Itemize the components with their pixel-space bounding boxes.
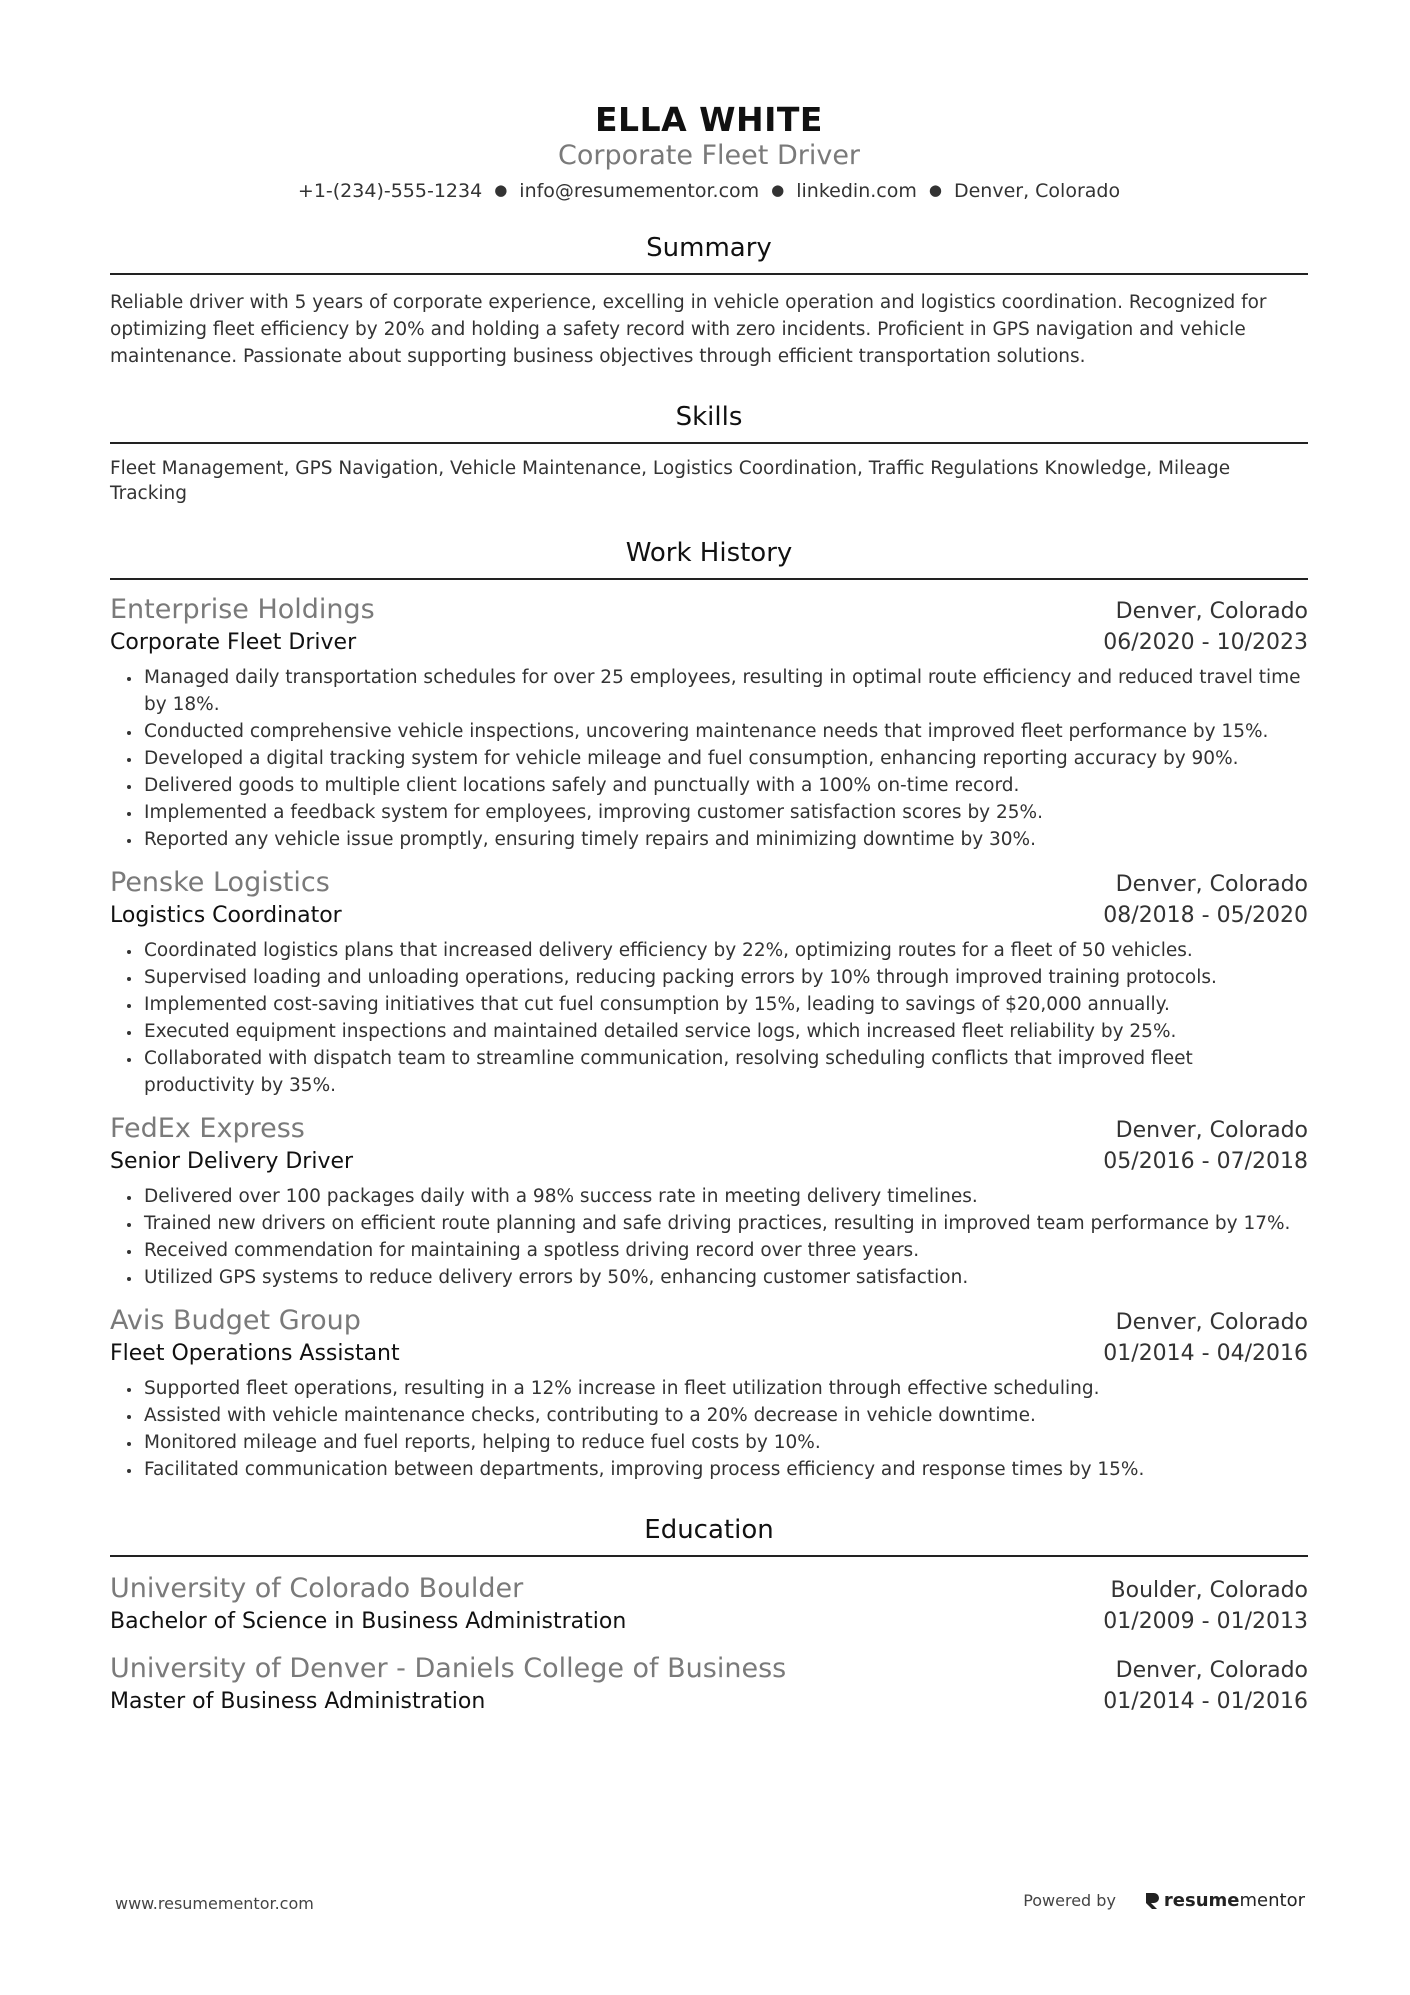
job-bullet: • Delivered over 100 packages daily with a 98% success rate in meeting delivery timelines. [142, 1183, 1308, 1210]
job-bullet: • Coordinated logistics plans that increased delivery efficiency by 22%, optimizing routes for a fleet of 50 vehicles. [142, 937, 1308, 964]
job-dates: 08/2018 - 05/2020 [1103, 903, 1308, 928]
footer-website[interactable]: www.resumementor.com [115, 1894, 314, 1913]
job-bullets [110, 1183, 1308, 1291]
job-bullet: • Received commendation for maintaining a spotless driving record over three years. [142, 1237, 1308, 1264]
job-entry [110, 592, 1308, 853]
edu-dates: 01/2014 - 01/2016 [1103, 1689, 1308, 1714]
summary-section [110, 231, 1308, 370]
job-header-row [110, 1303, 1308, 1339]
job-dates: 01/2014 - 04/2016 [1103, 1341, 1308, 1366]
job-bullet: • Facilitated communication between departments, improving process efficiency and response times by 15%. [142, 1456, 1308, 1483]
job-bullet: • Implemented a feedback system for employees, improving customer satisfaction scores by 25%. [142, 799, 1308, 826]
job-entry [110, 1303, 1308, 1483]
job-location: Denver, Colorado [1115, 599, 1308, 624]
candidate-title: Corporate Fleet Driver [557, 140, 861, 171]
edu-header-row [110, 1651, 1308, 1687]
logo-text-resume: resume [1163, 1890, 1240, 1911]
linkedin-link[interactable]: linkedin.com [796, 180, 917, 202]
candidate-location: Denver, Colorado [953, 180, 1121, 202]
candidate-name: ELLA WHITE [595, 100, 823, 139]
job-bullet: • Assisted with vehicle maintenance checks, contributing to a 20% decrease in vehicle downtime. [142, 1402, 1308, 1429]
job-bullet: • Reported any vehicle issue promptly, ensuring timely repairs and minimizing downtime by 30%. [142, 826, 1308, 853]
skills-section [110, 400, 1308, 506]
bullet-separator-icon: ● [771, 181, 785, 199]
summary-text: Reliable driver with 5 years of corporate experience, excelling in vehicle operation and logistics coordination. Recognized for optimizing fleet efficiency by 20% and holding a safety record with zero incidents. Proficient in GPS navigation and vehicle maintenance. Passionate about supporting business objectives through efficient transportation solutions. [110, 292, 1267, 367]
job-location: Denver, Colorado [1115, 1118, 1308, 1143]
job-bullet: • Executed equipment inspections and maintained detailed service logs, which increased fleet reliability by 25%. [142, 1018, 1308, 1045]
bullet-separator-icon: ● [494, 181, 508, 199]
education-entry [110, 1651, 1308, 1717]
school-name: University of Denver - Daniels College of Business [110, 1653, 787, 1684]
job-bullet: • Developed a digital tracking system for vehicle mileage and fuel consumption, enhancing reporting accuracy by 90%. [142, 745, 1308, 772]
resume-page [110, 0, 1308, 1717]
school-location: Boulder, Colorado [1110, 1578, 1308, 1603]
job-bullet: • Trained new drivers on efficient route planning and safe driving practices, resulting in improved team performance by 17%. [142, 1210, 1308, 1237]
job-role-row [110, 1147, 1308, 1177]
bullet-separator-icon: ● [928, 181, 942, 199]
section-heading: Education [110, 1513, 1308, 1557]
job-bullets [110, 664, 1308, 853]
edu-header-row [110, 1571, 1308, 1607]
edu-dates: 01/2009 - 01/2013 [1103, 1609, 1308, 1634]
job-bullet: • Supervised loading and unloading operations, reducing packing errors by 10% through improved training protocols. [142, 964, 1308, 991]
job-bullet: • Managed daily transportation schedules for over 25 employees, resulting in optimal route efficiency and reduced travel time by 18%. [142, 664, 1308, 718]
job-list [110, 592, 1308, 1483]
job-role: Senior Delivery Driver [110, 1149, 354, 1174]
job-bullets [110, 1375, 1308, 1483]
job-bullet: • Delivered goods to multiple client locations safely and punctually with a 100% on-time record. [142, 772, 1308, 799]
resume-header [110, 0, 1308, 205]
job-bullet: • Utilized GPS systems to reduce delivery errors by 50%, enhancing customer satisfaction. [142, 1264, 1308, 1291]
job-location: Denver, Colorado [1115, 872, 1308, 897]
education-list [110, 1571, 1308, 1717]
section-heading: Summary [110, 231, 1308, 275]
footer-branding [1023, 1890, 1305, 1911]
edu-degree-row [110, 1687, 1308, 1717]
contact-line [110, 176, 1308, 205]
job-dates: 06/2020 - 10/2023 [1103, 630, 1308, 655]
edu-degree-row [110, 1607, 1308, 1637]
company-name: Penske Logistics [110, 867, 330, 898]
job-entry [110, 1111, 1308, 1291]
job-header-row [110, 1111, 1308, 1147]
company-name: Avis Budget Group [110, 1305, 361, 1336]
job-header-row [110, 592, 1308, 628]
job-role-row [110, 1339, 1308, 1369]
work-history-section [110, 536, 1308, 1483]
email[interactable]: info@resumementor.com [519, 180, 760, 202]
education-section [110, 1513, 1308, 1717]
job-role-row [110, 901, 1308, 931]
skills-text: Fleet Management, GPS Navigation, Vehicle Maintenance, Logistics Coordination, Traffic Regulations Knowledge, Mileage Tracking [110, 458, 1231, 504]
degree: Bachelor of Science in Business Administration [110, 1609, 627, 1634]
company-name: Enterprise Holdings [110, 594, 375, 625]
powered-by-label: Powered by [1023, 1891, 1116, 1910]
job-dates: 05/2016 - 07/2018 [1103, 1149, 1308, 1174]
section-heading: Work History [110, 536, 1308, 580]
job-bullet: • Conducted comprehensive vehicle inspections, uncovering maintenance needs that improved fleet performance by 15%. [142, 718, 1308, 745]
section-heading: Skills [110, 400, 1308, 444]
school-name: University of Colorado Boulder [110, 1573, 524, 1604]
job-bullets [110, 937, 1308, 1099]
school-location: Denver, Colorado [1115, 1658, 1308, 1683]
job-role: Logistics Coordinator [110, 903, 342, 928]
phone: +1-(234)-555-1234 [297, 180, 483, 202]
education-entry [110, 1571, 1308, 1637]
job-entry [110, 865, 1308, 1099]
company-name: FedEx Express [110, 1113, 305, 1144]
job-role-row [110, 628, 1308, 658]
job-bullet: • Monitored mileage and fuel reports, helping to reduce fuel costs by 10%. [142, 1429, 1308, 1456]
job-location: Denver, Colorado [1115, 1310, 1308, 1335]
job-bullet: • Supported fleet operations, resulting in a 12% increase in fleet utilization through effective scheduling. [142, 1375, 1308, 1402]
degree: Master of Business Administration [110, 1689, 486, 1714]
resumementor-logo-icon [1144, 1892, 1160, 1910]
logo-text-mentor: mentor [1239, 1890, 1305, 1911]
job-header-row [110, 865, 1308, 901]
job-role: Fleet Operations Assistant [110, 1341, 400, 1366]
job-bullet: • Implemented cost-saving initiatives that cut fuel consumption by 15%, leading to savings of $20,000 annually. [142, 991, 1308, 1018]
job-bullet: • Collaborated with dispatch team to streamline communication, resolving scheduling conflicts that improved fleet productivity by 35%. [142, 1045, 1308, 1099]
resumementor-logo[interactable] [1144, 1890, 1305, 1911]
job-role: Corporate Fleet Driver [110, 630, 357, 655]
